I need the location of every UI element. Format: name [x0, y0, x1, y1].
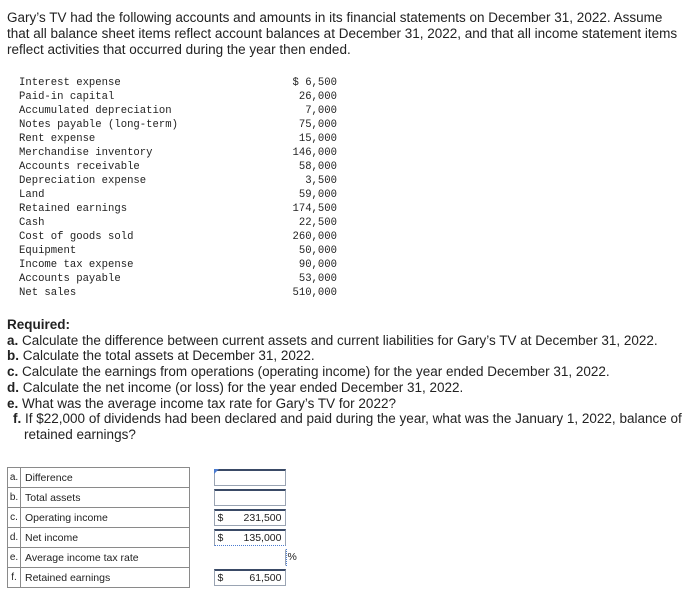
- account-amount: 260,000: [292, 231, 337, 243]
- answer-row-a: [8, 468, 298, 488]
- question-d: [7, 380, 687, 396]
- retained-earnings-input[interactable]: [214, 569, 286, 586]
- answer-label: Net income: [21, 528, 190, 548]
- answer-table: [7, 467, 298, 588]
- question-f: [7, 411, 687, 442]
- currency-symbol: $: [217, 512, 224, 524]
- account-row: [19, 146, 337, 160]
- question-c: [7, 364, 687, 380]
- difference-input[interactable]: [214, 469, 286, 486]
- question-letter: d.: [7, 379, 19, 395]
- account-name: Retained earnings: [19, 203, 128, 215]
- account-name: Depreciation expense: [19, 175, 147, 187]
- answer-row-f: [8, 568, 298, 588]
- account-row: [19, 174, 337, 188]
- account-amount: 174,500: [292, 203, 337, 215]
- account-name: Accounts receivable: [19, 161, 140, 173]
- answer-value: 61,500: [249, 572, 282, 584]
- answer-letter: f.: [8, 568, 21, 588]
- answer-value: 231,500: [243, 512, 282, 524]
- account-row: [19, 244, 337, 258]
- percent-sign: %: [286, 549, 298, 566]
- question-text: What was the average income tax rate for Gary’s TV for 2022?: [22, 395, 396, 411]
- account-name: Accounts payable: [19, 273, 121, 285]
- account-amount: $ 6,500: [292, 77, 337, 89]
- account-amount: 53,000: [298, 273, 337, 285]
- question-text: If $22,000 of dividends had been declared and paid during the year, what was the January 1, 2022, balance of retained earnings?: [24, 411, 682, 442]
- question-text: Calculate the net income (or loss) for the year ended December 31, 2022.: [22, 379, 464, 395]
- answer-letter: a.: [8, 468, 21, 488]
- account-amount: 15,000: [298, 133, 337, 145]
- account-name: Merchandise inventory: [19, 147, 153, 159]
- account-name: Paid-in capital: [19, 91, 115, 103]
- account-name: Equipment: [19, 245, 77, 257]
- answer-value: 135,000: [243, 532, 282, 544]
- answer-letter: c.: [8, 508, 21, 528]
- account-amount: 90,000: [298, 259, 337, 271]
- account-amount: 22,500: [298, 217, 337, 229]
- account-row: [19, 216, 337, 230]
- question-e: [7, 396, 687, 412]
- account-name: Accumulated depreciation: [19, 105, 172, 117]
- account-name: Rent expense: [19, 133, 96, 145]
- account-row: [19, 188, 337, 202]
- question-letter: a.: [7, 332, 19, 348]
- account-amount: 50,000: [298, 245, 337, 257]
- account-amount: 58,000: [298, 161, 337, 173]
- answer-letter: b.: [8, 488, 21, 508]
- account-name: Income tax expense: [19, 259, 134, 271]
- operating-income-input[interactable]: [214, 509, 286, 526]
- currency-symbol: $: [217, 572, 224, 584]
- required-title: Required:: [7, 317, 71, 332]
- problem-intro: Gary’s TV had the following accounts and amounts in its financial statements on December 31, 2022. Assume that all balance sheet items reflect account balances at December 31, 2022, and that all income statement items reflect activities that occurred during the year then ended.: [7, 10, 678, 57]
- account-row: [19, 286, 337, 300]
- question-b: [7, 348, 687, 364]
- account-row: [19, 76, 337, 90]
- answer-label: Retained earnings: [21, 568, 190, 588]
- account-name: Land: [19, 189, 45, 201]
- answer-label: Average income tax rate: [21, 548, 190, 568]
- question-letter: e.: [7, 395, 19, 411]
- required-marker-icon: [214, 469, 219, 474]
- question-letter: f.: [13, 411, 22, 427]
- answer-row-d: [8, 528, 298, 548]
- account-row: [19, 118, 337, 132]
- question-a: [7, 333, 687, 349]
- question-text: Calculate the total assets at December 31, 2022.: [22, 348, 315, 364]
- account-row: [19, 90, 337, 104]
- answer-label: Difference: [21, 468, 190, 488]
- tax-rate-input[interactable]: [214, 549, 286, 566]
- account-row: [19, 104, 337, 118]
- account-row: [19, 202, 337, 216]
- account-row: [19, 132, 337, 146]
- account-amount: 146,000: [292, 147, 337, 159]
- answer-label: Operating income: [21, 508, 190, 528]
- account-name: Cost of goods sold: [19, 231, 134, 243]
- account-name: Interest expense: [19, 77, 121, 89]
- total-assets-input[interactable]: [214, 489, 286, 506]
- account-amount: 510,000: [292, 287, 337, 299]
- account-amount: 3,500: [305, 175, 337, 187]
- answer-row-e: [8, 548, 298, 568]
- question-text: Calculate the earnings from operations (operating income) for the year ended December 31, 2022.: [22, 364, 610, 380]
- net-income-input[interactable]: [214, 529, 286, 546]
- account-row: [19, 230, 337, 244]
- account-amount: 75,000: [298, 119, 337, 131]
- answer-letter: d.: [8, 528, 21, 548]
- question-letter: c.: [7, 364, 19, 380]
- answer-row-c: [8, 508, 298, 528]
- account-name: Cash: [19, 217, 45, 229]
- question-text: Calculate the difference between current assets and current liabilities for Gary’s TV at December 31, 2022.: [22, 332, 658, 348]
- question-letter: b.: [7, 348, 19, 364]
- account-row: [19, 160, 337, 174]
- account-amount: 26,000: [298, 91, 337, 103]
- account-row: [19, 272, 337, 286]
- currency-symbol: $: [217, 532, 224, 544]
- required-section: [7, 317, 687, 443]
- answer-row-b: [8, 488, 298, 508]
- account-amount: 7,000: [305, 105, 337, 117]
- account-name: Notes payable (long-term): [19, 119, 178, 131]
- account-name: Net sales: [19, 287, 77, 299]
- account-row: [19, 258, 337, 272]
- answer-label: Total assets: [21, 488, 190, 508]
- accounts-table: [19, 76, 337, 300]
- account-amount: 59,000: [298, 189, 337, 201]
- answer-letter: e.: [8, 548, 21, 568]
